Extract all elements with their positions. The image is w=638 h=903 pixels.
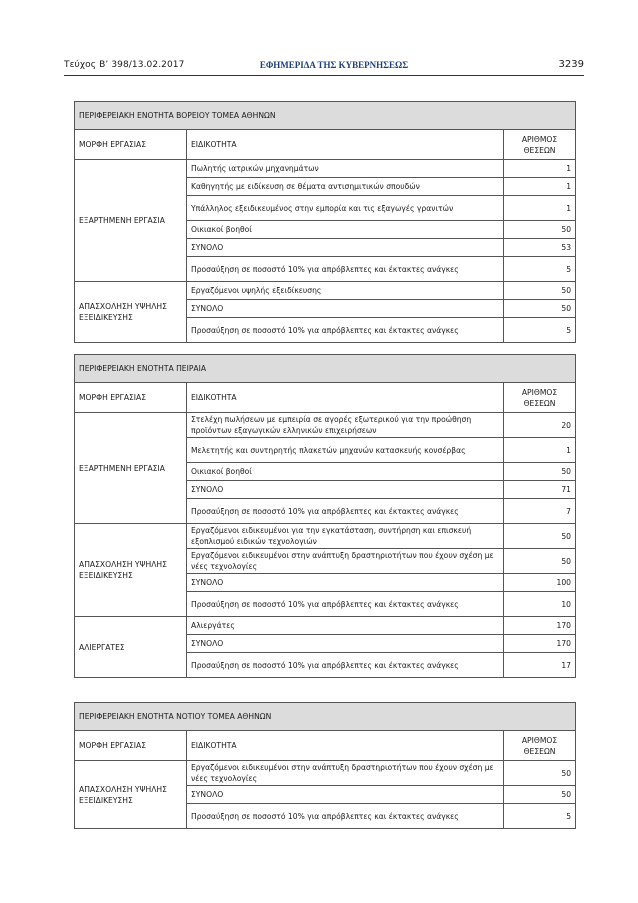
specialty-cell: Εργαζόμενοι υψηλής εξειδίκευσης (187, 282, 504, 300)
column-header-form: ΜΟΡΦΗ ΕΡΓΑΣΙΑΣ (75, 130, 187, 160)
section-title-row (75, 355, 576, 383)
specialty-cell: Προσαύξηση σε ποσοστό 10% για απρόβλεπτες και έκτακτες ανάγκες (187, 804, 504, 829)
column-header-specialty: ΕΙΔΙΚΟΤΗΤΑ (187, 383, 504, 413)
specialty-cell: ΣΥΝΟΛΟ (187, 574, 504, 592)
column-header-specialty: ΕΙΔΙΚΟΤΗΤΑ (187, 731, 504, 761)
work-form-cell: ΑΠΑΣΧΟΛΗΣΗ ΥΨΗΛΗΣ ΕΞΕΙΔΙΚΕΥΣΗΣ (75, 282, 187, 343)
header-rule (64, 75, 584, 76)
specialty-cell: Εργαζόμενοι ειδικευμένοι στην ανάπτυξη δραστηριοτήτων που έχουν σχέση με νέες τεχνολογίες (187, 549, 504, 574)
specialty-cell: Οικιακοί βοηθοί (187, 463, 504, 481)
positions-count-cell: 17 (504, 653, 576, 678)
specialty-cell: Προσαύξηση σε ποσοστό 10% για απρόβλεπτες και έκτακτες ανάγκες (187, 257, 504, 282)
specialty-cell: Εργαζόμενοι ειδικευμένοι στην ανάπτυξη δραστηριοτήτων που έχουν σχέση με νέες τεχνολογίες (187, 761, 504, 786)
specialty-cell: Προσαύξηση σε ποσοστό 10% για απρόβλεπτες και έκτακτες ανάγκες (187, 592, 504, 617)
section-south-athens (74, 702, 575, 829)
specialty-cell: Μελετητής και συντηρητής πλακετών μηχανών κατασκευής κονσέρβας (187, 438, 504, 463)
positions-count-cell: 1 (504, 438, 576, 463)
positions-count-cell: 170 (504, 635, 576, 653)
positions-count-cell: 50 (504, 761, 576, 786)
positions-count-cell: 5 (504, 318, 576, 343)
section-title-row (75, 102, 576, 130)
positions-count-cell: 71 (504, 481, 576, 499)
positions-count-cell: 50 (504, 524, 576, 549)
positions-count-cell: 170 (504, 617, 576, 635)
positions-count-cell: 20 (504, 413, 576, 438)
work-form-cell: ΑΠΑΣΧΟΛΗΣΗ ΥΨΗΛΗΣ ΕΞΕΙΔΙΚΕΥΣΗΣ (75, 524, 187, 617)
positions-table (74, 702, 576, 829)
positions-count-cell: 50 (504, 300, 576, 318)
positions-count-cell: 50 (504, 463, 576, 481)
column-header-positions: ΑΡΙΘΜΟΣ ΘΕΣΕΩΝ (504, 731, 576, 761)
table-row (75, 282, 576, 300)
column-header-row (75, 130, 576, 160)
section-title: ΠΕΡΙΦΕΡΕΙΑΚΗ ΕΝΟΤΗΤΑ ΝΟΤΙΟΥ ΤΟΜΕΑ ΑΘΗΝΩΝ (75, 703, 576, 731)
positions-count-cell: 50 (504, 549, 576, 574)
column-header-row (75, 731, 576, 761)
issue-label: Τεύχος Β’ 398/13.02.2017 (64, 60, 185, 70)
specialty-cell: Υπάλληλος εξειδικευμένος στην εμπορία και τις εξαγωγές γρανιτών (187, 196, 504, 221)
work-form-cell: ΕΞΑΡΤΗΜΕΝΗ ΕΡΓΑΣΙΑ (75, 413, 187, 524)
specialty-cell: ΣΥΝΟΛΟ (187, 300, 504, 318)
section-title: ΠΕΡΙΦΕΡΕΙΑΚΗ ΕΝΟΤΗΤΑ ΒΟΡΕΙΟΥ ΤΟΜΕΑ ΑΘΗΝΩΝ (75, 102, 576, 130)
column-header-positions: ΑΡΙΘΜΟΣ ΘΕΣΕΩΝ (504, 130, 576, 160)
positions-count-cell: 5 (504, 804, 576, 829)
work-form-cell: ΑΛΙΕΡΓΑΤΕΣ (75, 617, 187, 678)
specialty-cell: Προσαύξηση σε ποσοστό 10% για απρόβλεπτες και έκτακτες ανάγκες (187, 499, 504, 524)
table-row (75, 160, 576, 178)
table-row (75, 524, 576, 549)
positions-count-cell: 50 (504, 221, 576, 239)
work-form-cell: ΑΠΑΣΧΟΛΗΣΗ ΥΨΗΛΗΣ ΕΞΕΙΔΙΚΕΥΣΗΣ (75, 761, 187, 829)
specialty-cell: ΣΥΝΟΛΟ (187, 239, 504, 257)
positions-count-cell: 1 (504, 160, 576, 178)
page-header (64, 60, 584, 74)
positions-count-cell: 1 (504, 196, 576, 221)
section-north-athens (74, 101, 575, 343)
section-piraeus (74, 354, 575, 678)
specialty-cell: Καθηγητής με ειδίκευση σε θέματα αντισημιτικών σπουδών (187, 178, 504, 196)
gazette-title: ΕΦΗΜΕΡΙΔΑ ΤΗΣ ΚΥΒΕΡΝΗΣΕΩΣ (259, 60, 409, 70)
specialty-cell: Στελέχη πωλήσεων με εμπειρία σε αγορές εξωτερικού για την προώθηση προϊόντων εξαγωγικών ελληνικών επιχειρήσεων (187, 413, 504, 438)
positions-count-cell: 53 (504, 239, 576, 257)
column-header-form: ΜΟΡΦΗ ΕΡΓΑΣΙΑΣ (75, 731, 187, 761)
positions-count-cell: 1 (504, 178, 576, 196)
table-row (75, 617, 576, 635)
specialty-cell: Οικιακοί βοηθοί (187, 221, 504, 239)
positions-count-cell: 50 (504, 786, 576, 804)
specialty-cell: ΣΥΝΟΛΟ (187, 786, 504, 804)
specialty-cell: Προσαύξηση σε ποσοστό 10% για απρόβλεπτες και έκτακτες ανάγκες (187, 318, 504, 343)
section-title-row (75, 703, 576, 731)
column-header-row (75, 383, 576, 413)
specialty-cell: Προσαύξηση σε ποσοστό 10% για απρόβλεπτες και έκτακτες ανάγκες (187, 653, 504, 678)
page-number: 3239 (558, 59, 584, 70)
work-form-cell: ΕΞΑΡΤΗΜΕΝΗ ΕΡΓΑΣΙΑ (75, 160, 187, 282)
positions-count-cell: 10 (504, 592, 576, 617)
specialty-cell: Πωλητής ιατρικών μηχανημάτων (187, 160, 504, 178)
specialty-cell: ΣΥΝΟΛΟ (187, 481, 504, 499)
positions-table (74, 354, 576, 678)
positions-count-cell: 100 (504, 574, 576, 592)
table-row (75, 761, 576, 786)
column-header-form: ΜΟΡΦΗ ΕΡΓΑΣΙΑΣ (75, 383, 187, 413)
specialty-cell: ΣΥΝΟΛΟ (187, 635, 504, 653)
column-header-positions: ΑΡΙΘΜΟΣ ΘΕΣΕΩΝ (504, 383, 576, 413)
positions-count-cell: 7 (504, 499, 576, 524)
positions-table (74, 101, 576, 343)
column-header-specialty: ΕΙΔΙΚΟΤΗΤΑ (187, 130, 504, 160)
positions-count-cell: 5 (504, 257, 576, 282)
table-row (75, 413, 576, 438)
specialty-cell: Εργαζόμενοι ειδικευμένοι για την εγκατάσταση, συντήρηση και επισκευή εξοπλισμού ειδικών τεχνολογιών (187, 524, 504, 549)
specialty-cell: Αλιεργάτες (187, 617, 504, 635)
positions-count-cell: 50 (504, 282, 576, 300)
section-title: ΠΕΡΙΦΕΡΕΙΑΚΗ ΕΝΟΤΗΤΑ ΠΕΙΡΑΙΑ (75, 355, 576, 383)
